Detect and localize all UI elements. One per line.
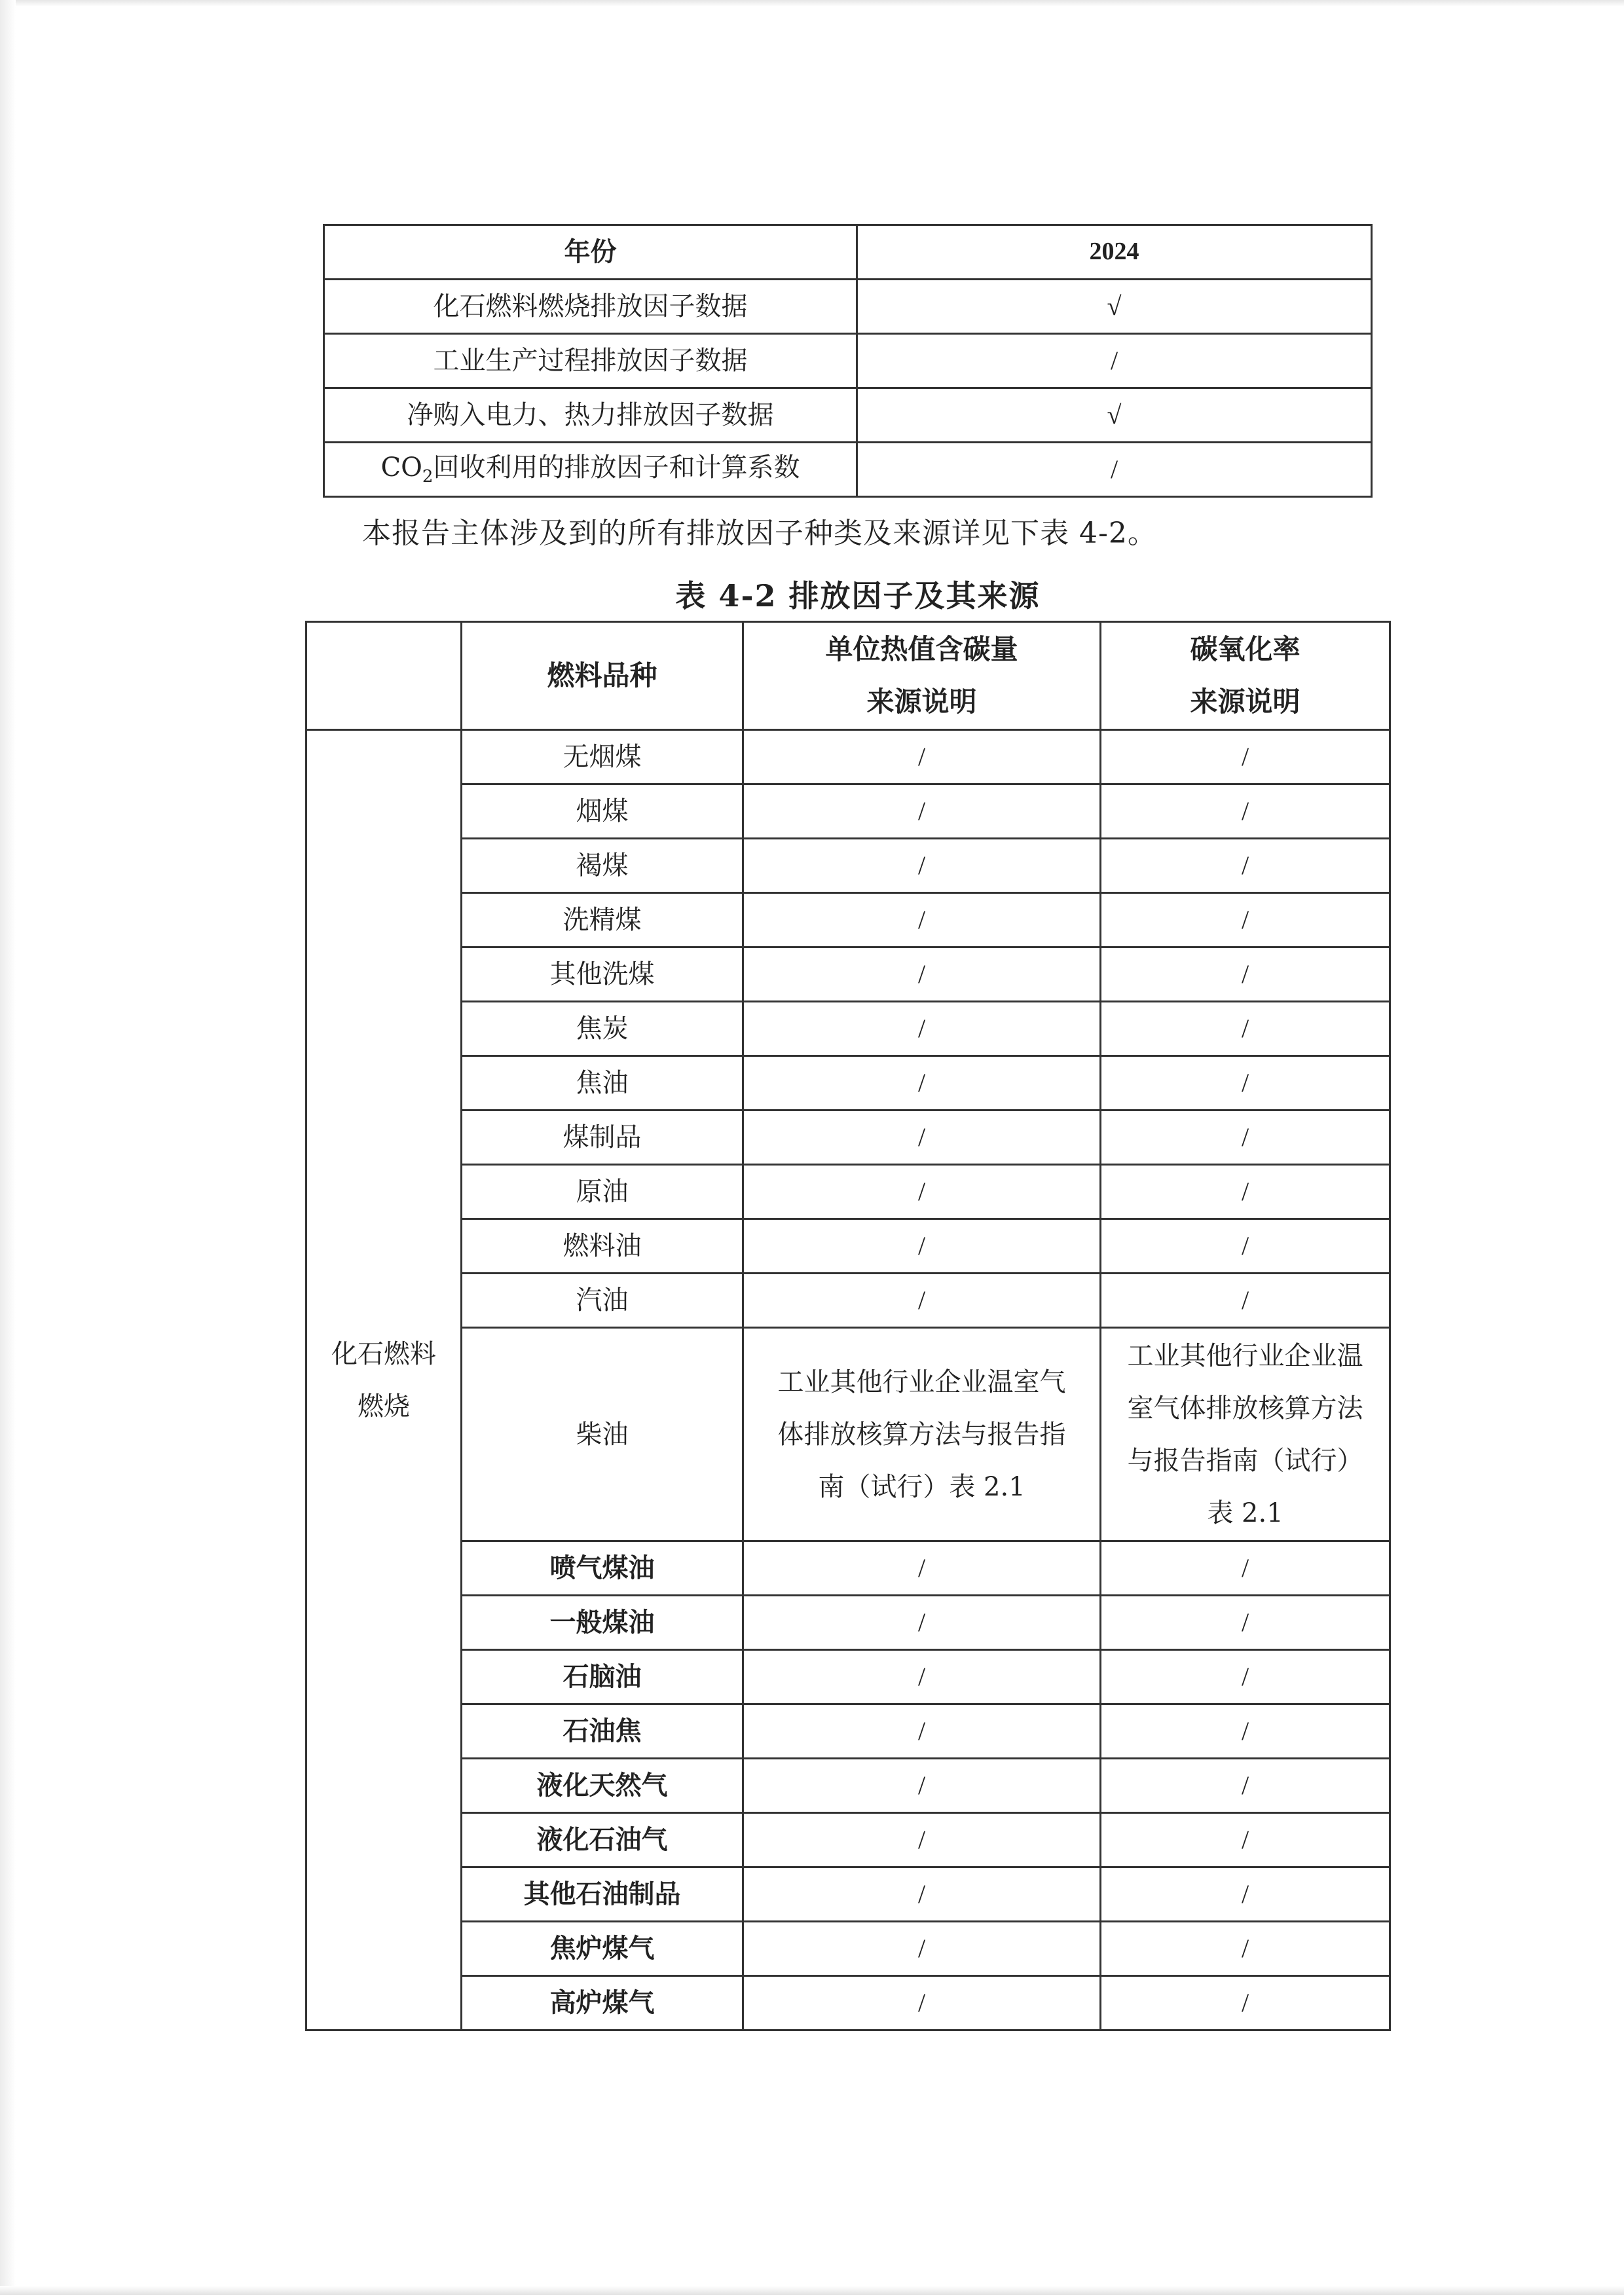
oxidation-source-cell xyxy=(1101,1328,1390,1541)
table-header-row xyxy=(324,225,1372,280)
oxidation-source-cell: / xyxy=(1101,1704,1390,1759)
row-label xyxy=(324,443,857,497)
table-row xyxy=(324,443,1372,497)
page-edge-bottom xyxy=(0,2286,1624,2295)
row-value: / xyxy=(857,334,1372,388)
table-row xyxy=(306,1596,1390,1650)
fuel-cell: 烟煤 xyxy=(462,784,743,839)
carbon-source-cell: / xyxy=(743,893,1101,947)
table-header-row xyxy=(306,622,1390,730)
table-row xyxy=(306,1704,1390,1759)
header-carbon-line2: 来源说明 xyxy=(866,686,977,718)
fuel-cell: 其他洗煤 xyxy=(462,947,743,1002)
carbon-source-line: 工业其他行业企业温室气 xyxy=(777,1367,1066,1397)
table-row xyxy=(324,388,1372,443)
oxidation-source-cell: / xyxy=(1101,1111,1390,1165)
carbon-source-cell: / xyxy=(743,1111,1101,1165)
carbon-source-cell: / xyxy=(743,1165,1101,1219)
oxidation-source-cell: / xyxy=(1101,893,1390,947)
table-row xyxy=(306,1219,1390,1274)
oxidation-source-cell: / xyxy=(1101,947,1390,1002)
fuel-cell: 高炉煤气 xyxy=(462,1976,743,2030)
carbon-source-cell: / xyxy=(743,784,1101,839)
oxidation-source-cell: / xyxy=(1101,1219,1390,1274)
table-row xyxy=(306,1813,1390,1867)
year-value-cell: 2024 xyxy=(857,225,1372,280)
table-row xyxy=(306,1867,1390,1922)
fuel-cell: 焦炭 xyxy=(462,1002,743,1056)
carbon-source-cell: / xyxy=(743,1813,1101,1867)
data-availability-table xyxy=(323,224,1373,498)
oxidation-source-cell: / xyxy=(1101,1056,1390,1111)
oxidation-source-cell: / xyxy=(1101,1976,1390,2030)
table-row xyxy=(306,1002,1390,1056)
page-edge-top xyxy=(0,0,1624,7)
oxidation-source-cell: / xyxy=(1101,730,1390,784)
table-row xyxy=(306,1274,1390,1328)
header-carbon-line1: 单位热值含碳量 xyxy=(825,633,1018,666)
carbon-source-cell xyxy=(743,1328,1101,1541)
oxidation-source-line: 与报告指南（试行） xyxy=(1127,1445,1363,1476)
oxidation-source-line: 工业其他行业企业温 xyxy=(1127,1340,1363,1371)
carbon-source-cell: / xyxy=(743,1922,1101,1976)
fuel-cell: 原油 xyxy=(462,1165,743,1219)
fuel-cell: 焦炉煤气 xyxy=(462,1922,743,1976)
table-row xyxy=(306,839,1390,893)
carbon-source-line: 体排放核算方法与报告指 xyxy=(777,1419,1066,1450)
oxidation-source-cell: / xyxy=(1101,1596,1390,1650)
row-label: 化石燃料燃烧排放因子数据 xyxy=(324,280,857,334)
fuel-cell: 其他石油制品 xyxy=(462,1867,743,1922)
oxidation-source-cell: / xyxy=(1101,1759,1390,1813)
header-carbon-content xyxy=(743,622,1101,730)
co2-suffix: 回收利用的排放因子和计算系数 xyxy=(433,452,800,483)
header-oxidation-line1: 碳氧化率 xyxy=(1190,633,1301,666)
fuel-cell: 洗精煤 xyxy=(462,893,743,947)
fuel-cell: 液化天然气 xyxy=(462,1759,743,1813)
emission-factor-table xyxy=(305,621,1391,2031)
oxidation-source-cell: / xyxy=(1101,1867,1390,1922)
row-label: 净购入电力、热力排放因子数据 xyxy=(324,388,857,443)
oxidation-source-cell: / xyxy=(1101,1813,1390,1867)
category-line2: 燃烧 xyxy=(358,1391,410,1422)
table-caption: 表 4-2 排放因子及其来源 xyxy=(675,578,1041,614)
table-row xyxy=(306,893,1390,947)
carbon-source-cell: / xyxy=(743,1704,1101,1759)
carbon-source-line: 南（试行）表 2.1 xyxy=(818,1471,1025,1502)
oxidation-source-cell: / xyxy=(1101,1650,1390,1704)
table-row xyxy=(324,280,1372,334)
table-row xyxy=(306,1111,1390,1165)
carbon-source-cell: / xyxy=(743,1759,1101,1813)
carbon-source-cell: / xyxy=(743,1867,1101,1922)
table-row xyxy=(306,1650,1390,1704)
category-line1: 化石燃料 xyxy=(331,1338,436,1369)
carbon-source-cell: / xyxy=(743,1219,1101,1274)
table-row xyxy=(306,1541,1390,1596)
intro-paragraph: 本报告主体涉及到的所有排放因子种类及来源详见下表 4-2。 xyxy=(362,517,1157,550)
carbon-source-cell: / xyxy=(743,1650,1101,1704)
carbon-source-cell: / xyxy=(743,1002,1101,1056)
table-row xyxy=(324,334,1372,388)
carbon-source-cell: / xyxy=(743,1056,1101,1111)
oxidation-source-cell: / xyxy=(1101,1274,1390,1328)
fuel-cell: 煤制品 xyxy=(462,1111,743,1165)
header-oxidation-line2: 来源说明 xyxy=(1190,686,1301,718)
fuel-cell: 焦油 xyxy=(462,1056,743,1111)
fuel-cell: 褐煤 xyxy=(462,839,743,893)
row-label: 工业生产过程排放因子数据 xyxy=(324,334,857,388)
oxidation-source-line: 室气体排放核算方法 xyxy=(1127,1393,1363,1423)
carbon-source-cell: / xyxy=(743,730,1101,784)
oxidation-source-line: 表 2.1 xyxy=(1207,1497,1283,1528)
fuel-cell: 喷气煤油 xyxy=(462,1541,743,1596)
header-oxidation-rate xyxy=(1101,622,1390,730)
table-row-diesel xyxy=(306,1328,1390,1541)
carbon-source-cell: / xyxy=(743,1541,1101,1596)
co2-prefix: CO xyxy=(380,452,422,483)
oxidation-source-cell: / xyxy=(1101,1165,1390,1219)
carbon-source-cell: / xyxy=(743,839,1101,893)
page-edge-left xyxy=(0,0,16,2295)
fuel-cell: 燃料油 xyxy=(462,1219,743,1274)
fuel-cell: 石脑油 xyxy=(462,1650,743,1704)
carbon-source-cell: / xyxy=(743,1596,1101,1650)
co2-subscript: 2 xyxy=(422,466,434,487)
table-row xyxy=(306,1165,1390,1219)
carbon-source-cell: / xyxy=(743,1274,1101,1328)
table-row xyxy=(306,1976,1390,2030)
fuel-cell: 汽油 xyxy=(462,1274,743,1328)
fuel-cell: 无烟煤 xyxy=(462,730,743,784)
oxidation-source-cell: / xyxy=(1101,839,1390,893)
oxidation-source-cell: / xyxy=(1101,784,1390,839)
fuel-cell: 液化石油气 xyxy=(462,1813,743,1867)
carbon-source-cell: / xyxy=(743,1976,1101,2030)
table-row xyxy=(306,1759,1390,1813)
table-row xyxy=(306,730,1390,784)
header-empty-cell xyxy=(306,622,462,730)
oxidation-source-cell: / xyxy=(1101,1541,1390,1596)
category-cell xyxy=(306,730,462,2030)
table-row xyxy=(306,1056,1390,1111)
oxidation-source-cell: / xyxy=(1101,1002,1390,1056)
row-value: √ xyxy=(857,388,1372,443)
table-row xyxy=(306,1922,1390,1976)
row-value: √ xyxy=(857,280,1372,334)
fuel-cell: 一般煤油 xyxy=(462,1596,743,1650)
table-row xyxy=(306,784,1390,839)
carbon-source-cell: / xyxy=(743,947,1101,1002)
table-row xyxy=(306,947,1390,1002)
fuel-cell: 柴油 xyxy=(462,1328,743,1541)
row-value: / xyxy=(857,443,1372,497)
oxidation-source-cell: / xyxy=(1101,1922,1390,1976)
fuel-cell: 石油焦 xyxy=(462,1704,743,1759)
header-fuel: 燃料品种 xyxy=(462,622,743,730)
year-label-cell: 年份 xyxy=(324,225,857,280)
